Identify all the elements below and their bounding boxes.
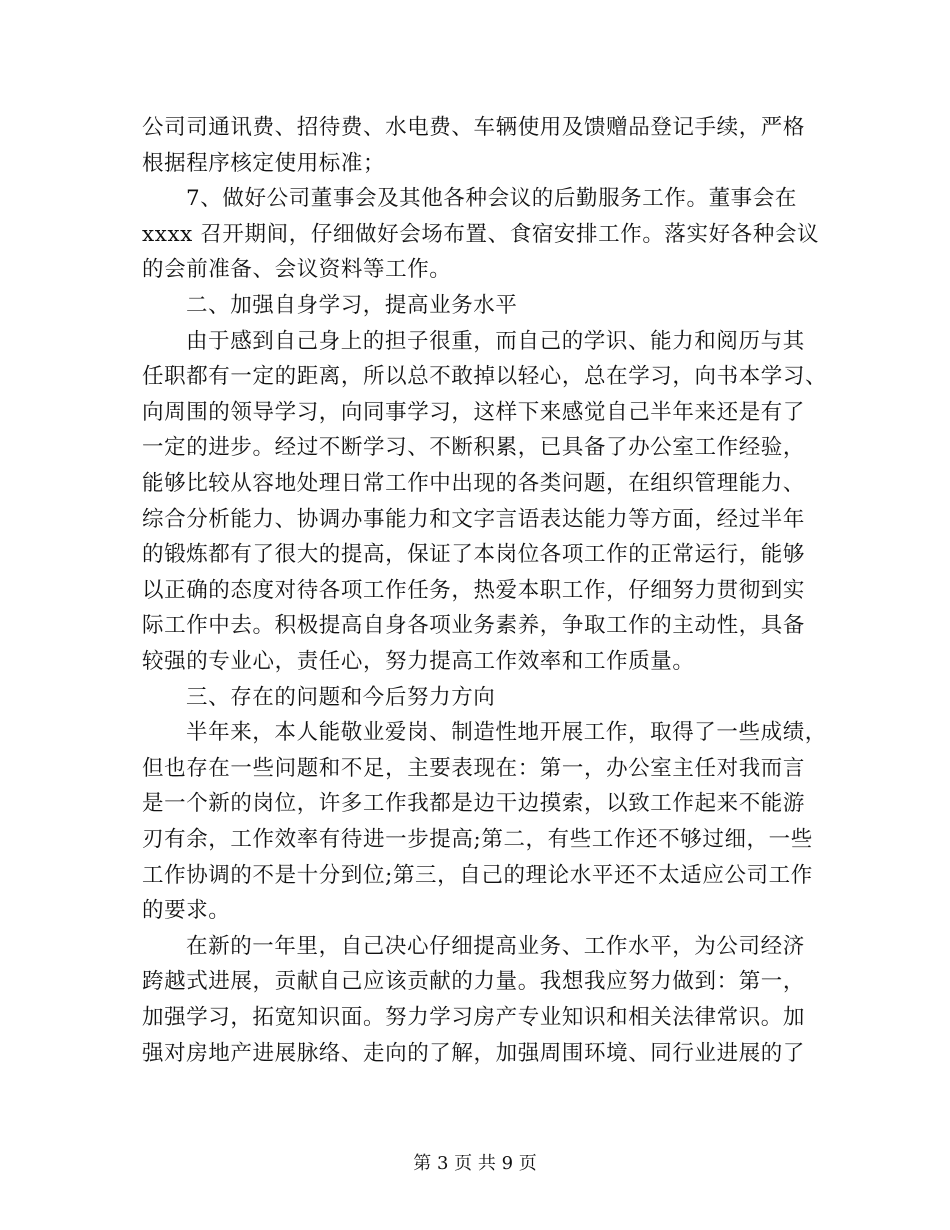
text-line: 工作协调的不是十分到位;第三，自己的理论水平还不太适应公司工作 xyxy=(142,862,813,888)
text-line: 以正确的态度对待各项工作任务，热爱本职工作，仔细努力贯彻到实 xyxy=(142,577,806,603)
text-line: 在新的一年里，自己决心仔细提高业务、工作水平，为公司经济 xyxy=(186,933,805,959)
text-line: 较强的专业心，责任心，努力提高工作效率和工作质量。 xyxy=(142,649,695,674)
text-line: 的锻炼都有了很大的提高，保证了本岗位各项工作的正常运行，能够 xyxy=(142,542,806,568)
text-line: 任职都有一定的距离，所以总不敢掉以轻心，总在学习，向书本学习、 xyxy=(142,364,828,390)
text-line: 公司司通讯费、招待费、水电费、车辆使用及馈赠品登记手续，严格 xyxy=(142,115,806,140)
text-line: 的要求。 xyxy=(142,898,231,924)
text-line: 但也存在一些问题和不足，主要表现在：第一，办公室主任对我而言 xyxy=(142,755,806,781)
text-line: 际工作中去。积极提高自身各项业务素养，争取工作的主动性，具备 xyxy=(142,613,806,639)
text-line: 强对房地产进展脉络、走向的了解，加强周围环境、同行业进展的了 xyxy=(142,1040,806,1066)
text-line: 刃有余，工作效率有待进一步提高;第二，有些工作还不够过细，一些 xyxy=(142,827,813,852)
text-line: 能够比较从容地处理日常工作中出现的各类问题，在组织管理能力、 xyxy=(142,471,806,496)
text-line: 二、加强自身学习，提高业务水平 xyxy=(186,293,518,318)
text-line: 由于感到自己身上的担子很重，而自己的学识、能力和阅历与其 xyxy=(186,328,805,354)
text-line: 综合分析能力、协调办事能力和文字言语表达能力等方面，经过半年 xyxy=(142,506,806,532)
text-line: 加强学习，拓宽知识面。努力学习房产专业知识和相关法律常识。加 xyxy=(142,1005,806,1030)
text-line: 向周围的领导学习，向同事学习，这样下来感觉自己半年来还是有了 xyxy=(142,399,806,425)
text-line: 半年来，本人能敬业爱岗、制造性地开展工作，取得了一些成绩， xyxy=(186,720,827,746)
text-line: 根据程序核定使用标准； xyxy=(142,150,386,176)
text-line: 的会前准备、会议资料等工作。 xyxy=(142,257,452,283)
text-line: xxxx 召开期间，仔细做好会场布置、食宿安排工作。落实好各种会议 xyxy=(142,221,820,247)
text-line: 跨越式进展，贡献自己应该贡献的力量。我想我应努力做到：第一， xyxy=(142,969,806,995)
text-line: 是一个新的岗位，许多工作我都是边干边摸索，以致工作起来不能游 xyxy=(142,791,806,817)
text-line: 7、做好公司董事会及其他各种会议的后勤服务工作。董事会在 xyxy=(186,186,797,212)
text-line: 一定的进步。经过不断学习、不断积累，已具备了办公室工作经验， xyxy=(142,435,806,461)
text-line: 三、存在的问题和今后努力方向 xyxy=(186,684,496,710)
page-footer: 第 3 页 共 9 页 xyxy=(413,1153,537,1174)
